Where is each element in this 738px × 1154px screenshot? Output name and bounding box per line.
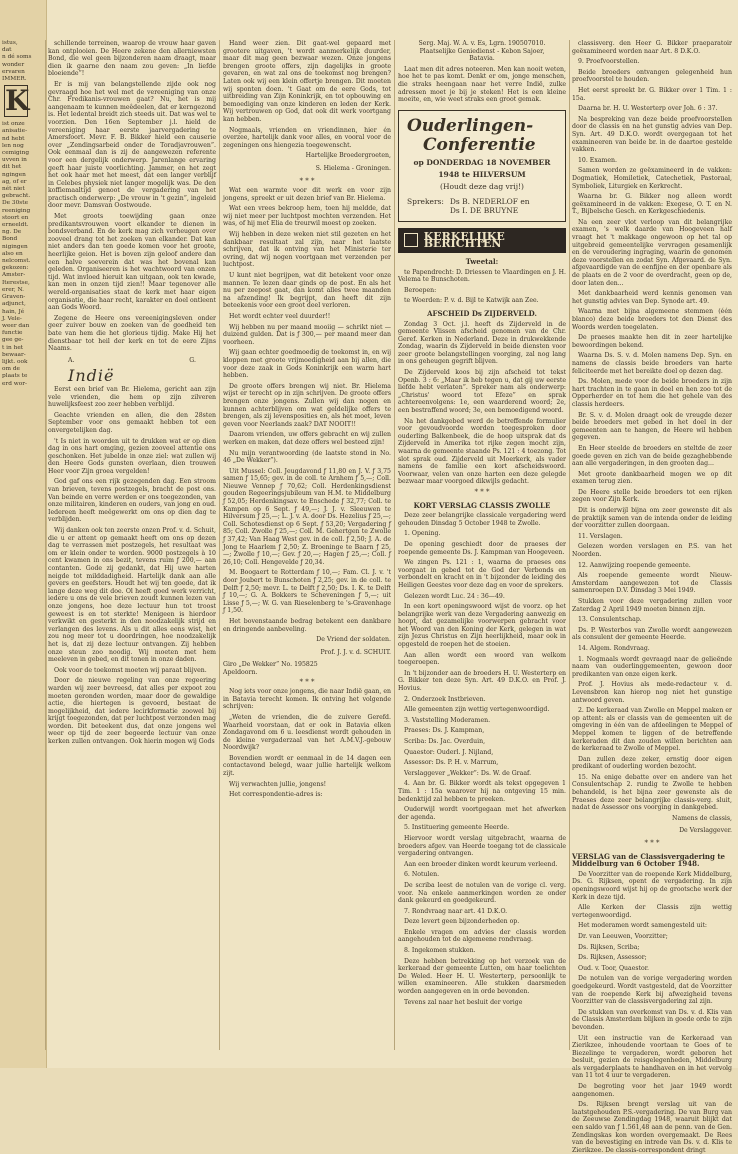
report2-item: Ds. Rijksen, Scriba; [578, 943, 640, 951]
paragraph: Dan zullen deze zeker, ernstig door eigen predikant of ouderling worden bezocht. [572, 755, 732, 771]
paragraph: 15. Na enige debatte over en andere van het Consulentschap 2. rundig te Zwolle te hebben behandeld, is het bijna zeer gewenste als de Praeses deze zeer belangrijke classis-verg. sluit, nadat de Assessor ons voorging in dankgebed. [572, 773, 732, 812]
column-rule [569, 40, 570, 1050]
margin-line: nigingen [2, 243, 28, 250]
paragraph: Met groote dankbaarheid mogen we op dit examen terug zien. [572, 470, 732, 486]
speakers-label: Sprekers: [407, 196, 444, 206]
paragraph: Zegene de Heere ons vereenigingsleven onder geer zuiver bouw en zoeken van de goedheid ten bate van hem die het glorieus tijdig. Make Hij het dienstbaar tot heil der kerk en tot de eere Zijns Naams. [48, 314, 216, 353]
announcement-place: 1948 te HILVERSUM [438, 169, 526, 179]
paragraph: Dit is onderwijl bijna om zeer gewenste dit als de praktijk samen van de intenda onder de leiding der voorzitter zullen doorgaan. [572, 507, 732, 530]
farewell-paragraph: Zondag 3 Oct. j.l. heeft ds Zijderveld in de gemeente Vlissen afscheid genomen van de Chr. Geref. Kerken in Nederland. Deze in drukwekkende Zondag, waarin ds Zijderveld in beide diensten voor zeer groote belangstellingen voorging, zal nog lang in ons geheugen gegrift blijven. [398, 320, 566, 366]
paragraph: Met dankbaarheid werd kennis genomen van het gunstig advies van Dep. Synode art. 49. [572, 290, 732, 305]
report-heading: KORT VERSLAG CLASSIS ZWOLLE [413, 500, 551, 510]
report-item: Deze zeer belangrijke classicale vergadering werd gehouden Dinsdag 5 October 1948 te Zwolle. [398, 512, 566, 527]
paragraph: De praeses maakte hen dit in zeer hartelijke bewoordingen bekend. [572, 334, 732, 349]
paragraph: Na bespreking van deze beide proefvoorstellen door de classis en na het gunstig advies van Dep. Syn. Art. 49 D.K.O. wordt overgegaan tot het examineeren van beide br. in de daartoe gestelde vakken. [572, 115, 732, 154]
paragraph: Wij gaan echter goedmoedig de toekomst in, en wij kloppen met groote vrijmoedigheid aan bij allen, die voor deze zaak in Gods Koninkrijk een warm hart hebben. [223, 349, 391, 380]
margin-line: gebracht. [2, 193, 31, 200]
report-item: 4. Aan br. G. Bikker wordt als tekst opgegeven 1 Tim. 1 : 15a waarover hij na ontgeving 15 min. bedenktijd zal hebben te preeken. [398, 780, 566, 803]
paragraph: Wat een vrees bekroop hem, toen hij meldde, dat wij niet meer per luchtpost mochten verzenden. Het was, of hij met Elia de treurwil moest op zoeken. [223, 205, 391, 228]
report2-item: Ds. Rijksen, Assessor; [578, 954, 647, 962]
address-line: Batavia. [469, 55, 495, 63]
paragraph: Het eerst spreekt br. G. Bikker over 1 Tim. 1 : 15a. [572, 86, 732, 102]
paragraph: Waarna Ds. S. v. d. Molen namens Dep. Syn. en namens de classis beide broeders van harte feliciteerde met het bereikte doel op dezen dag. [572, 352, 732, 375]
margin-line: nét niet [2, 186, 25, 193]
margin-line: wonder [2, 61, 25, 68]
margin-line: Amster- [2, 272, 26, 279]
paragraph: M. Boogaert te Rotterdam ƒ 10,—; Fam. Cl. J. v. 't door Joubert te Bunschoten ƒ 2,25; gev. in de coll. te Delft ƒ 2,50; mevr. L. te Delft ƒ 2,50; Ds. I. K. te Delft ƒ 10,—; G. A. Bokkers te Scheveningen ƒ 5,—; uit Lisse ƒ 5,—; W. G. van Rieselenberg te 's-Gravenhage ƒ 1,50. [223, 569, 391, 615]
call-item: Beroepen: [404, 286, 437, 294]
margin-line: Bond [2, 236, 18, 243]
margin-line: ng. De [2, 229, 22, 236]
margin-line: n dé soms [2, 54, 32, 61]
paragraph: 12. Aanwijzing roepende gemeente. [578, 561, 691, 569]
margin-line: functie [2, 330, 23, 337]
column-2 [223, 40, 391, 1060]
paragraph: 1. Nogmaals wordt gevraagd naar de gelieënde naam van ouderlinggemeenten, gewoon door predikanten van onze eigen kerk. [572, 655, 732, 678]
report-item: Aan een broeder dinken wordt keurum verleend. [404, 860, 558, 868]
report-item: 8. Ingekomen stukken. [404, 947, 476, 955]
report2-item: Het moderamen wordt samengesteld uit: [578, 922, 708, 930]
report-item: Praeses: Ds. J. Kampman, [404, 727, 485, 735]
margin-line: De 30ste [2, 200, 29, 207]
margin-line: lijkt. ook [2, 358, 28, 365]
paragraph: Wat een warmte voor dit werk en voor zijn jongens, spreekt er uit dezen brief van Br. Hielema. [223, 187, 391, 202]
column-1 [48, 40, 216, 1060]
signature-a: A. [68, 356, 75, 364]
report2-item: De stukken van overkomst van Ds. v. d. Klis van de Classis Amsterdam blijken in goede orde te zijn bevonden. [572, 1008, 732, 1031]
report-item: Scriba: Ds. Jac. Overduin, [404, 738, 486, 745]
margin-line: anisatie- [2, 128, 28, 135]
paragraph: Gelezen worden verslagen en P.S. van het Noorden. [572, 543, 732, 559]
margin-line: len nog [2, 142, 24, 149]
margin-line: gee ge- [2, 337, 24, 344]
report-item: Verslaggever „Wekker”: Ds. W. de Graaf. [404, 769, 532, 777]
paragraph: Prof. J. Hovius als mede-redacteur v. d. Levensbron kan hierop nog niet het gunstige antwoord geven. [572, 681, 732, 704]
announcement-note: (Houdt deze dag vrij!) [440, 181, 524, 191]
paragraph: Waarna br. G. Bikker nog alleen wordt geëxamineerd in de vakken: Exegese, O. T. en N. T., Bijbelsche Gesch. en Kerkgeschiedenis. [572, 193, 732, 216]
announcement-date: op DONDERDAG 18 NOVEMBER [413, 157, 551, 167]
address-line: Plaatselijke Geniedienst - Kebon Sajoer, [419, 47, 545, 55]
report-item: Aan allen wordt een woord van welkom toegeroepen. [398, 651, 566, 667]
report-item: 1. Opening. [404, 530, 441, 538]
paragraph: 9. Proefvoorstellen. [578, 58, 640, 66]
margin-line: cemiging [2, 150, 30, 157]
margin-line: Iterestse, [2, 279, 30, 286]
margin-line: stoort en [2, 214, 29, 221]
paragraph: schillende terreinen, waarop de vrouw haar gaven kan ontplooien. De Heere zekene den allerniewsten Bond, die wel geen bijzonderen naam draagt, maar dien ik gaarne den naam zou geven: „In liefde bloeiende”! [48, 40, 216, 78]
indie-paragraph: God gaf ons een rijk gezegenden dag. Een stroom van brieven, tevens postzegels, bracht de post ons. Van beinde en verre werden er ons toegezonden, van onze militairen, kinderen en ouders, van jong en oud. Iedereen heeft meêgewerkt om ons op dien dag te verblijden. [48, 478, 216, 524]
column-rule [219, 40, 220, 1050]
paragraph: Ds. Molen, mede voor de beide broeders in zijn hart trachten in te gaan in doel en hen zoo tot de Opperherder en tot hem die het gehele van des classis herdeers. [572, 378, 732, 408]
paragraph: Ds. P. Westerbos van Zwolle wordt aangewezen als consulent der gemeente Heerde. [572, 626, 732, 642]
banner-label: KERKELIJKE BERICHTEN [423, 229, 505, 251]
paragraph: Wij hebben in deze weken niet stil gezeten en het dankbaar resultaat zal zijn, naar het laatste schrijven, dat ik ontving van het Ministerie ter ovring, dat wij nogen voortgaan met verzenden per luchtpost. [223, 231, 391, 269]
signature-friend: De Vriend der soldaten. [316, 636, 391, 644]
margin-line: erneeldt. [2, 222, 29, 229]
signature-professor: Prof. J. J. v. d. SCHUIT. [320, 648, 391, 656]
paragraph: Uit Mussel: Coll. Jeugdavond ƒ 11,80 en J. V. ƒ 3,75 samen ƒ 15,65; gev. in de coll. te Arnhem ƒ 5,—; Coll. Nieuwe Vennep ƒ 70,62; Coll. Herdenkingsdienst gouden Regeeringsjubileum van H.M. te Middelburg ƒ 52,05; Herdenkingsav. te Enschede ƒ 32,77; Coll. te Kampen op 6 Sept. ƒ 49,—; J. J. v. Sleeuwen te Hilversum ƒ 25,—; L. J. v. A. door Ds. Hezelius ƒ 25,—; Coll. Schotesdienst op 6 Sept. ƒ 53,20; Vergadering ƒ 85; Coll. Zwolle ƒ 25,—; Coll. M. Gehertgen te Zwolle ƒ 37,42; Van Haag West gev. in de coll. ƒ 2,50; J. A. de Jong te Haarlem ƒ 2,50; Z. Broeninge te Baarn ƒ 25,—; Zwolle ƒ 10,—; Gev. ƒ 20,—; Hagen ƒ 25,—; Coll. ƒ 26,10; Coll. Hengevelde ƒ 20,34. [223, 467, 391, 566]
margin-line: ngingen [2, 171, 26, 178]
margin-letter-k: K [5, 84, 30, 118]
margin-line: dit het [2, 164, 22, 171]
margin-line: also en [2, 250, 23, 257]
margin-line: adjunct, [2, 301, 26, 308]
call-item: te Papendrecht: D. Driessen te Vlaardingen en J. H. Velema te Bunschoten. [398, 268, 566, 284]
margin-column [2, 40, 42, 1060]
book-icon [404, 233, 418, 247]
paragraph: Als roepende gemeente wordt Nieuw-Amsterdam aangewezen tot de Classis samenroepen D.V. Dinsdag 3 Mei 1949. [572, 572, 732, 595]
report-item: 6. Notulen. [404, 871, 440, 879]
paragraph: 2. De kerkeraad van Zwolle en Meppel maken er op attent: als er classis van de gemeenten uit de omgeving in één van de afdeelingen te Meppel of Meppel komen te liggen of de betreffende kerkeraden dit dan zouden willen berichten aan de kerkeraad te Zwolle of Meppel. [572, 707, 732, 753]
margin-line: ag, of er [2, 178, 27, 185]
margin-line: ervaren [2, 68, 25, 75]
margin-line: dat [2, 47, 12, 54]
report-item: De opening geschiedt door de praeses der roepende gemeente Ds. J. Kampman van Hoogeveen. [398, 540, 566, 556]
margin-line: bewaar- [2, 351, 26, 358]
report-item: De scriba leest de notulen van de vorige cl. verg. voor. Na enkele aanmerkingen worden ze onder dank gekeurd en goedgekeurd. [398, 881, 566, 905]
report2-item: De Voorzitter van de roepende Kerk Middelburg, Ds. G. Rijksen, opent de vergadering. In zijn openingswoord wijst hij op de grootsche werk der Kerk in deze tijd. [572, 870, 732, 901]
paragraph: Daarna br. H. U. Westerterp over Joh. 6 : 37. [578, 105, 718, 113]
margin-line: gekozen: [2, 265, 29, 272]
report-item: In een kort openingswoord wijst de voorz. op het belangrijke werk van deze Vergadering aanwezig en hoopt, dat gezamelijke voorwerpen gebracht voor het Woord van den Koning der Kerk, gelegen in wat zijn Jezus Christus en Zijn heerlijkheid, maar ook in opgesteld de roepen het de stoeien. [398, 603, 566, 649]
margin-line: weer dan [2, 322, 30, 329]
report-item: Hiervoor wordt verslag uitgebracht, waarna de broeders afgev. van Heerde toegang tot de classicale vergadering ontvangen. [398, 834, 566, 858]
farewell-heading: AFSCHEID Ds ZIJDERVELD. [427, 308, 537, 318]
report-item: 5. Instituering gemeente Heerde. [404, 824, 510, 832]
giro-place: Apeldoorn. [223, 668, 258, 676]
paragraph: Nog iets voor onze jongens, die naar Indië gaan, en in Batavia terecht komen. Ik ontving het volgende schrijven: [223, 688, 391, 711]
paragraph: Het correspondentie-adres is: [229, 791, 323, 799]
margin-line: hain, Jé [2, 308, 25, 315]
paragraph: „Weten de vrienden, die de zuivere Gerefd. Waarheid voorstaan, dat er ook in Batavia elken Zondagavond om 6 u. leesdienst wordt gehouden in de kleine vergaderzaal van het A.M.V.J.-gebouw Noordwijk? [223, 713, 391, 752]
indie-heading: Indië [68, 366, 115, 386]
paragraph: 14. Algem. Rondvraag. [578, 644, 650, 652]
indie-paragraph: 't Is niet in woorden uit te drukken wat er op dien dag in ons hart omging, gezien zooveel attentie ons geschonken. Het jubelde in onze ziel: wat zullen wij den Heere Gods gunsten overlaan, dien trouwen Heer voor Zijn groea vergelden! [48, 437, 216, 475]
report2-item: Dr. van Leeuwen, Voorzitter; [578, 932, 668, 940]
paragraph: Na een zeer vlot verloop van dit belangrijke examen, 's welk daarde van Hoogeveen half vraagt het 't makkage ongewoon op het tal op uitgebreid gemeentelijke vervragen gesamenlijk en de veroudering ingraging, waarin de genomen deze voorstellen en zodat Syn. Afgevaard. de Syn. afgevaardigde van de eenfijne en der openbare als de plaats en de 2 voor de overdracht, geen op de, door laten den... [572, 218, 732, 287]
report2-item: De notulen van de vorige vergadering worden goedgekeurd. Wordt vastgesteld, dat de Voorzitter van de roepende Kerk bij afwezigheid tevens Voorzitter van de classisvergadering zal zijn. [572, 975, 732, 1006]
margin-line: om de [2, 366, 20, 373]
column-4 [572, 40, 732, 1154]
report-item: Assessor: Ds. P. H. v. Marrum, [404, 759, 499, 767]
indie-paragraph: Ook voor de toekomst moeten wij paraat blijven. [54, 666, 207, 674]
speaker-1: Ds B. NEDERLOF en [449, 196, 530, 206]
indie-paragraph: Eerst een brief van Br. Hielema, gericht aan zijn vele vrienden, die hem op zijn zilveren huwelijksfeest zoo zeer hebben verblijd. [48, 385, 216, 409]
margin-line: t in het [2, 344, 24, 351]
column-rule [45, 40, 46, 1050]
report2-item: De begroting voor het jaar 1949 wordt aangenomen. [572, 1083, 732, 1098]
signature-classis: Namens de classis, [672, 814, 732, 822]
paragraph: En Heer steelde de broeders en steltde de zeer goede geven en zich van de beide gezaghebbende aan alle vergaderingen, in den grooten dag... [572, 444, 732, 468]
margin-line: Graven- [2, 294, 26, 301]
paragraph: Daarom vrienden, uw offers gebracht en wij zullen werken en maken, dat deze offers wel besteed zijn! [223, 431, 391, 446]
report-item: Gelezen wordt Luc. 24 : 36—49. [404, 592, 505, 600]
address-line: Serg. Maj. W. A. v. Es, Lgrn. 190507010. [418, 40, 546, 47]
report2-heading: VERSLAG van de Classisvergadering te Middelburg van 6 October 1948. [572, 851, 726, 869]
paragraph: 11. Verslagen. [578, 532, 623, 540]
report-item: 7. Rondvraag naar art. 41 D.K.O. [404, 907, 508, 915]
margin-line: erd wor- [2, 380, 27, 387]
report-item: Alle gemeenten zijn wettig vertegenwoordigd. [404, 706, 550, 714]
paragraph: Wij hebben nu per maand mooiig — schrikt niet — duizend gulden. Dat is ƒ 300,— per maand meer dan voorheen. [223, 323, 391, 346]
column-rule [394, 40, 395, 1050]
separator-stars: * * * [299, 677, 315, 686]
report-item: Deze levert geen bijzonderheden op. [404, 918, 520, 926]
farewell-paragraph: De Zijderveld koos bij zijn afscheid tot tekst Openb. 3 : 6: „Maar ik heb tegen u, dat gij uw eerste liefde hebt verlaten”. Spreker nam als onderwerp: „Christus' woord tot Efeze” en sprak achtereenvolgens: 1e, een waarderend woord; 2e, een bestraffend woord; 3e, een bemoedigend woord. [398, 369, 566, 415]
report-item: Tevens zal naar het besluit der vorige [404, 998, 523, 1006]
margin-line: nelcomst. [2, 258, 31, 265]
report-item: We zingen Ps. 121 : 1, waarna de praeses ons voorgaat in gebed tot de God der Verbonds en verbondelt en kracht en in 't bijzonder de leiding des Heiligen Geestes voor deze dag en voor de sprekers. [398, 559, 566, 589]
signature-name: S. Hielema - Groningen. [315, 164, 391, 172]
report-item: Enkele vragen om advies der classis worden aangehouden tot de algemeene rondvraag. [398, 928, 566, 944]
paragraph: U kunt niet begrijpen, wat dit betekent voor onze mannen. Te lezen daar ginds op de post. En als het nu per zeepost gaat, dan komt alles twee maanden na afzending! Ik begrijpt, dan heeft dit zijn beteekenis voor een groot deel verloren. [223, 272, 391, 310]
paragraph: Samen worden ze geëxamineerd in de vakken: Dogmatiek, Homiletiek, Catechetiek, Pastoraal, Symboliek, Liturgiek en Kerkrecht. [572, 167, 732, 190]
report-item: 2. Onderzoek Instbrieven. [404, 695, 486, 703]
signature-reporter: De Verslaggever. [679, 827, 732, 835]
signature-greeting: Hartelijke Broedergroeten, [305, 152, 391, 160]
paragraph: 13. Consulentschap. [578, 616, 642, 624]
margin-line: ist onze [2, 121, 25, 128]
paragraph: Nogmaals, vrienden en vriendinnen, hier én overzee, hartelijk dank voor alles, en vooral voor de zegeningen ons hiengezia toegewenscht. [223, 126, 391, 149]
paragraph: De groote offers brengen wij niet. Br. Hielema wijst er terecht op in zijn schrijven. De groote offers brengen onze jongens. Zullen wij dan nogen en kunnen achterblijven om wat geldelijke offers te brengen, als zij levensposities en, als het moet, leven geven voor Neerlands zaak? DAT NOOIT!! [223, 382, 391, 428]
farewell-paragraph: Na het dankgebed werd de betreffende formulier voor gevoudvoorde worden toegesproken door ouderling Balkenbeek, die de hoop uitsprak dat ds Zijderveld in Amerika tot rijke zegen mocht zijn, waarna de gemeente staande Ps. 121 : 4 toezong. Tot slot sprak oud. Zijderveld uit Moerkerk, als vader namens de familie een kort afscheidswoord. Voorwaar, velen van onze harten een deze gelegde bezwaar maar voorgoed dikwijls gedacht. [398, 417, 566, 486]
column-3 [398, 40, 566, 1060]
paragraph: Hand weer zien. Dit gaat-wel gepaard met grootere uitgaven, 't wordt aanmerkelijk duurder, maar dit mag geen bezwaar wezen. Onze jongens brengen groote offers, zijn dagelijks in groote gevaren, en wat zal ons de toekomst nog brengen? Laten ook wij een klein offertje brengen. Dit moeten wij sponten doen. 't Gaat om de eere Gods, tot uitbreiding van Zijn Koninkrijk, en tot opbouwing en bemoediging van onze kinderen en leden der Kerk. Wij vertrouwen op God, dat ook dit werk voortgang kan hebben. [223, 40, 391, 123]
margin-line: J. Vele- [2, 315, 22, 322]
margin-line: nd hebt [2, 135, 25, 142]
paragraph: Met groots toewijding gaan onze predikantsvrouwen voort elkander te dienen in bondsverband. En de kerk mag zich verheugen over zooveel drang tot het zoeken van elkander. Dat kan niet anders dan ten goede komen voor het groote, heerlijke geion. Het is boven zijn geloof andere dan een halve soeverein dat was het bovenal kan geleden. Organiseeren is het wachtwoord van onzen tijd. Wat invloed hieruit kan uitgaan, ook ten kwade, kan men in onzen tijd zien!! Maar tegenover alle wereld-organisaties staat de kerk met haar eigen organisatie, die haar recht, karakter en doel ontleent aan Gods Woord. [48, 213, 216, 312]
margin-line: uvven in [2, 157, 27, 164]
indie-paragraph: Wij danken ook ten zeerste onzen Prof. v. d. Schuit, die u er attent op gemaakt heeft om ons op dezen dag te verrassen met postzegels, het resultaat was om er klein onder te worden. 9000 postzegels à 10 cent kwamen in ons bezit, tevens ruim ƒ 200,— aan contanten. Gode zij gedankt, dat Hij uwe harten neigde tot milddadigheid. Hartelijk dank aan alle gevers en geefsters. Houdt het wij ten goede, dat ik lange deze weg dit doe. Ol heeft goed werk verricht, iedere u ons de vele brieven zoudt kunnen lezen van onze jongens, hoe deze lectuur hun tot troost geweest is en tot sterkte! Menigeen is hierdoor verkwikt en gesterkt in den noodzakelijk strijd en verlangen des levens. Als u dit alles eens wist, het zou nog meer tot u doordringen, hoe noodzakelijk het is, dat zij deze lectuur ontvangen. Zij hebben onze steun zoo noodig. Wij moeten met hem meeleven in gebed, en dit tonen in onze daden. [48, 527, 216, 664]
paragraph: Laat men dit adres noteeren. Men kan nooit weten, hoe het te pas komt. Denkt er om, jonge menschen, die straks heengaan naar het verre Indië, zulke adressen moet je bij je steken! Het is een kleine moeite, en, wie weet straks een groot gemak. [398, 65, 566, 104]
conference-announcement [398, 110, 566, 222]
report-item: 3. Vaststelling Moderamen. [404, 716, 491, 724]
paragraph: 10. Examen. [578, 156, 617, 164]
indie-paragraph: Geachte vrienden en allen, die den 28sten September voor ons gemaakt hebben tot een onvergetelijken dag. [48, 411, 216, 434]
paragraph: De Heere stelle beide broeders tot een rijken zegen voor Zijn Kerk. [572, 488, 732, 504]
margin-line: plaats te [2, 373, 28, 380]
separator-stars: * * * [299, 176, 315, 185]
paragraph: classisverg. den Heer G. Bikker praeparatoir geëxamineerd worden naar Art. 8 D.K.O. [572, 40, 732, 55]
indie-paragraph: Door de nieuwe regeling van onze regeering warden wij zeer bevreesd, dat alles per expoot zou moeten geronden worden, maar door de gewaldige actie, die hiertegen is gevoerd, bestaat de mogelijkheid, dat iedere lecirkformatie zoowel bij krijgt toegezonden, dat per luchtpost verzonden mag worden. Dit beteekent dus, dat onze jongens wel weer op tijd de zeer begeerde lectuur van onze kerken zullen ontvangen. Ook hierin mogen wij Gods [48, 677, 216, 746]
paragraph: Het wordt echter veel duurder!! [229, 313, 331, 320]
church-news-banner [398, 228, 566, 253]
paragraph: Waarna met bijna algemeene stemmen (één blanco) deze beide broeders tot den Dienst des Woords werden toegelaten. [572, 308, 732, 331]
calls-heading: Tweetal: [465, 256, 499, 266]
paragraph: Nu mijn verantwoording (de laatste stond in No. 46 „De Wekker”). [223, 449, 391, 465]
report-item: In 't bijzonder aan de broeders H. U. Westerterp en G. Bikker ten deze Syn. Art. 49 D.K.O. en Prof. J. Hovius. [398, 669, 566, 693]
report-item: Quaestor: Ouderl. J. Nijland, [404, 748, 494, 756]
giro-number: Giro „De Wekker” No. 195825 [223, 661, 318, 669]
paragraph: Bovendien wordt er eenmaal in de 14 dagen een contactavond belegd, waar jullie hartelijk welkom zijt. [223, 754, 391, 778]
report-item: Deze hebben betrekking op het verzoek van de kerkeraad der gemeente Lutten, om haar toelichten De Weled. Heer H. U. Westerterp, persoonlijk te willen examineeren. Alle stukken daarsmeden worden aangegeven en in orde bevonden. [398, 957, 566, 996]
margin-line: istus, [2, 40, 18, 46]
paragraph: Wij verwachten jullie, jongens! [229, 780, 327, 788]
separator-stars: * * * [644, 839, 660, 848]
paragraph: Er is mij van belangstellende zijde ook nog gevraagd hoe het wel met de vereeniging van onze Chr. Fredikanis-vrouwen gaat? Nu, het is mij aangenaam te kunnen meêdeelen, dat er kerngezond is. Het ledental breidt zich steeds uit. Dat was wel te voorzien. Den 16en September j.l. hield de vereeniging haar eerste jaarvergadering te Amersfoort. Mevr. F. B. Bikker hield een causerie over „Zendingsarbeid onder de Toradjavrouwen”. Ook eenmaal dan is zij de aangewezen referente voor een dergelijk onderwerp. Jarenlange ervaring geeft haar juiste voorlichting. Jammer, en het zegt het ook haar met het meest, dat een langer verblijf in Celebes physiek niet langer mogelijk was. De den koffiemaaltijd genoot de vergadering van het practisch onderwerp: „De vrouw in 't gezin”, ingeleid door mevr. Damsvan Oostwoude. [48, 80, 216, 210]
announcement-title-1: Ouderlingen- [407, 115, 534, 136]
separator-stars: * * * [474, 487, 490, 496]
margin-line: erer, N. [2, 286, 24, 293]
report2-item: Oud. v. Toor, Quaestor. [578, 964, 649, 972]
margin-line: reeniging [2, 207, 31, 214]
paragraph: Br. S. v. d. Molen draagt ook de vreugde dezer beide broeders met gebed in het doel in der gemeenten aan te hangen, de Heere wil hebben gegeven. [572, 411, 732, 442]
margin-line: IMMER. [2, 76, 27, 83]
report-item: Ouderwijl wordt voortgegaan met het afwerken der agenda. [398, 806, 566, 821]
report2-item: Ds. Rijksen brengt verslag uit van de laatstgehouden P.S.-vergadering. De van Burg van de Zeeuwse Zendingdag 1948, waaruit blijkt dat een saldo van ƒ 1.561,48 aan de penn. van de Gen. Zendingskas kon worden overgemaakt. De Rees van de bevestiging en intrede van Ds. v. d. Klis te Zierikzee. De classis-correspondent dringt [572, 1101, 732, 1154]
report2-item: Uit een instructie van de Kerkeraad van Zierikzee, inhoudende voortaan te Goes of te Biezelinge te vergaderen, wordt geboren het besluit, gezien de reisgelegenheden, Middelburg als vergaderplaats te handhaven en in het vervolg van 11 tot 4 uur te vergaderen. [572, 1034, 732, 1080]
announcement-title-2: Conferentie [423, 134, 536, 155]
signature-g: G. [189, 356, 196, 364]
paragraph: Het bovenstaande bedrag betekent een dankbare en dringende aanbeveling. [223, 617, 391, 633]
call-item: te Woerden: P. v. d. Bijl te Katwijk aan Zee. [404, 297, 539, 305]
speaker-2: Ds I. DE BRUYNE [449, 205, 519, 215]
paragraph: Beide broeders ontvangen gelegenheid hun proefvoorstel te houden. [572, 68, 732, 84]
report2-item: Alle Kerken der Classis zijn wettig vertegenwoordigd. [572, 904, 732, 919]
paragraph: Stukken voor deze vergadering zullen voor Zaterdag 2 April 1949 moeten binnen zijn. [572, 598, 732, 613]
